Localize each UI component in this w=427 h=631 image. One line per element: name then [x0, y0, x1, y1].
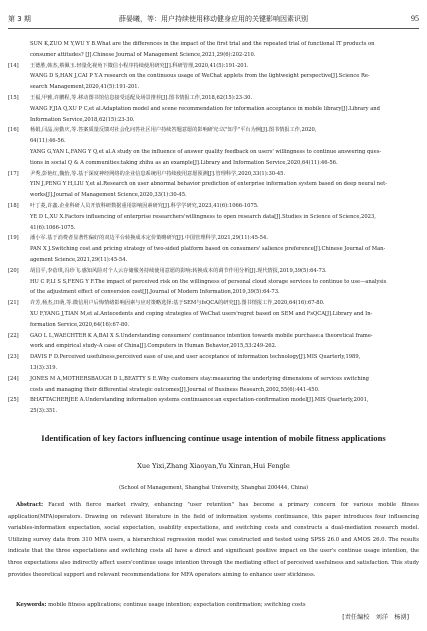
abstract [8, 500, 419, 581]
affiliation: (School of Management, Shanghai University, Shanghai 200444, China) [118, 485, 309, 491]
page-number: 95 [411, 14, 419, 23]
reference-line: SUN K,ZUO M Y,WU Y B.What are the differences in the impact of the first trial and the repeated trial of functional IT products on [30, 41, 375, 47]
reference-line: BHATTACHERJEE A.Understanding information systems continuance:an expectation-confirmation model[J].MIS Quarterly,2001, [30, 397, 369, 404]
reference-number: [15] [8, 94, 19, 101]
reference-number: [23] [8, 354, 19, 361]
reference-item [8, 39, 419, 61]
reference-item [8, 298, 419, 330]
reference-line: 许芳,杨杰,田萌,等.微信用户后悔情绪影响因素与应对策略选择:基于SEM与fsQCA的研究[J].图书情报工作,2020,64(16):67-80. [30, 300, 325, 307]
reference-number: [18] [8, 202, 19, 209]
reference-number: [21] [8, 300, 19, 307]
reference-number: [14] [8, 62, 19, 69]
reference-line: YE D L,XU X.Factors influencing of enterprise researchers'willingness to open research data[J].Studies in Science of Science,2023, [30, 213, 376, 220]
abstract-text: Faced with fierce market rivalry, enhancing "user retention" has become a primary concern for various mobile fitness application(MFA)operators. Drawing on relevant literature in the field of information systems continuance, this paper introduces four influencing variables-information expectation, social expectation, usability expectations, and switching costs and constructs a dual-mediation research model. Utilizing survey data from 310 MFA users, a hierarchical regression model was constructed and tested using SPSS 26.0 and AMOS 26.0. The results indicate that the three expectations and switching costs all have a direct and significant positive impact on the user's continue usage intention, the three expectations also indirectly affect users'continue usage intention through the mediating effect of perceived usefulness and satisfaction. This study provides theoretical support and relevant recommendations for MFA operators aiming to enhance user stickiness. [8, 502, 419, 578]
reference-line: search Management,2020,41(5):191-201. [30, 84, 140, 91]
reference-line: 41(6):1066-1075. [30, 224, 76, 231]
reference-number: [25] [8, 397, 19, 404]
reference-line: costs and managing their differential strategic outcomes[J].Journal of Business Research,2002,55(6):441-450. [30, 386, 320, 393]
reference-line: JONES M A,MOTHERSBAUGH D L,BEATTY S E.Why customers stay:measuring the underlying dimensions of services switching [30, 375, 370, 382]
reference-line: consumer attitudes? [J].Chinese Journal of Management Science,2021,29(6):202-210. [30, 51, 256, 58]
reference-line: 尹秀,彭艳红,魏怡,等.基于深度神经网络的企业信息系统用户持续使用意愿预测[J].管理科学,2020,33(1):30-45. [30, 170, 286, 177]
reference-line: tions in social Q & A communities:taking zhihu as an example[J].Library and Information Service,2020,64(11):46-56. [30, 159, 338, 166]
reference-line: WANG F,JIA Q,XU P C,et al.Adaptation model and scene recommendation for information acceptance in mobile library[J].Library and [30, 105, 380, 112]
reference-item [8, 395, 419, 417]
reference-line: YIN J,PENG Y H,LIU Y,et al.Research on user abnormal behavior prediction of enterprise information system based on deep neural net- [30, 181, 387, 188]
page-header [8, 12, 419, 26]
reference-line: of the adjustment effect of conversion cost[J].Journal of Modern Information,2019,39(5):64-73. [30, 289, 280, 296]
reference-line: WANG D S,HAN J,CAI P Y.A research on the continuous usage of WeChat applets from the lightweight perspective[J].Science Re- [30, 73, 370, 80]
reference-line: 64(11):46-56. [30, 138, 66, 145]
reference-number: [22] [8, 332, 19, 339]
reference-line: XU F,YANG J,TIAN M,et al.Antecedents and coping strategies of WeChat users'regret based on SEM and FsQCA[J].Library and In- [30, 310, 373, 317]
reference-number: [20] [8, 267, 19, 274]
reference-line: Information Service,2018,62(15):23-30. [30, 116, 135, 123]
reference-line: 25(3):351. [30, 408, 58, 415]
editor-credits: [责任编校 刘洋 杨湧] [342, 614, 409, 621]
running-title: 薛晏曦，等：用户持续使用移动健身应用的关键影响因素识别 [119, 15, 308, 23]
reference-item [8, 374, 419, 396]
reference-item [8, 266, 419, 298]
author-list: Xue Yixi,Zhang Xiaoyan,Yu Xinran,Hui Fengle [137, 462, 290, 470]
reference-number: [16] [8, 127, 19, 134]
reference-line: works[J].Journal of Management Science,2020,33(1):30-45. [30, 192, 187, 199]
reference-line: 潘小军.基于消费者显著性偏好的双边平台转换成本定价策略研究[J].中国管理科学,2021,29(11):45-54. [30, 235, 268, 242]
reference-number: [17] [8, 170, 19, 177]
reference-item [8, 61, 419, 93]
reference-item [8, 93, 419, 125]
reference-line: work and empirical study-A case of China[J].Computers in Human Behavior,2015,53:249-262. [30, 343, 277, 350]
reference-line: agement Science,2021,29(11):45-54. [30, 256, 128, 263]
reference-line: 叶丁菱,许鑫.企业科研人员开放科研数据重用影响因素研究[J].科学学研究,2023,41(6):1066-1075. [30, 202, 259, 209]
reference-item [8, 169, 419, 201]
reference-line: 13(3):319. [30, 364, 58, 371]
reference-number: [24] [8, 375, 19, 382]
reference-line: PAN X J.Switching cost and pricing strategy of two-sided platform based on consumers' salience preference[J].Chinese Journal of Man- [30, 246, 386, 253]
header-rule [8, 28, 419, 29]
reference-item [8, 125, 419, 168]
reference-line: YANG G,YAN L,FANG Y Q,et al.A study on the influence of answer quality feedback on users' willingness to continue answering ques- [30, 148, 382, 155]
keywords-label: Keywords: [16, 602, 47, 608]
reference-item [8, 331, 419, 353]
reference-line: 杨娟,闫晶,房勤庆,等.答案质量反馈对社会化问答社区用户持续答题意愿的影响研究:以"知乎"平台为例[J].图书情报工作,2020, [30, 127, 317, 134]
reference-line: 胡昌平,李蓓琪,冯珍飞.感知风险对个人云存储服务持续使用意愿的影响:转换成本的调节作用分析[J].现代情报,2019,39(5):64-73. [30, 267, 327, 274]
abstract-label: Abstract: [16, 502, 44, 508]
reference-line: 王德胜,韩杰,蔡佩玉.轻量化视角下微信小程序持续使用研究[J].科研管理,2020,41(5):191-201. [30, 62, 249, 69]
reference-line: formation Service,2020,64(16):67-80. [30, 321, 130, 328]
reference-line: 王福,甲雅,许鹏程,等.移动图书馆信息接受适配及场景推荐[J].图书情报工作,2018,62(15):23-30. [30, 94, 253, 101]
reference-item [8, 352, 419, 374]
reference-line: DAVIS F D.Perceived usefulness,perceived ease of use,and user acceptance of information technology[J].MIS Quarterly,1989, [30, 354, 361, 361]
paper-title: Identification of key factors influencing continue usage intention of mobile fitness applications [41, 433, 386, 443]
keywords [8, 600, 419, 610]
reference-line: HU C P,LI S S,FENG Y F.The impact of perceived risk on the willingness of personal cloud storage services to continue to use—analysis [30, 278, 387, 285]
issue-label: 第 3 期 [8, 15, 31, 23]
reference-number: [19] [8, 235, 19, 242]
reference-item [8, 201, 419, 233]
reference-item [8, 233, 419, 265]
reference-line: GAO L L,WAECHTER K A,BAI X S.Understanding consumers' continuance intention towards mobile purchase:a theoretical frame- [30, 332, 373, 339]
reference-list [8, 39, 419, 417]
keywords-text: mobile fitness applications; continue usage intention; expectation confirmation; switching costs [48, 602, 306, 608]
